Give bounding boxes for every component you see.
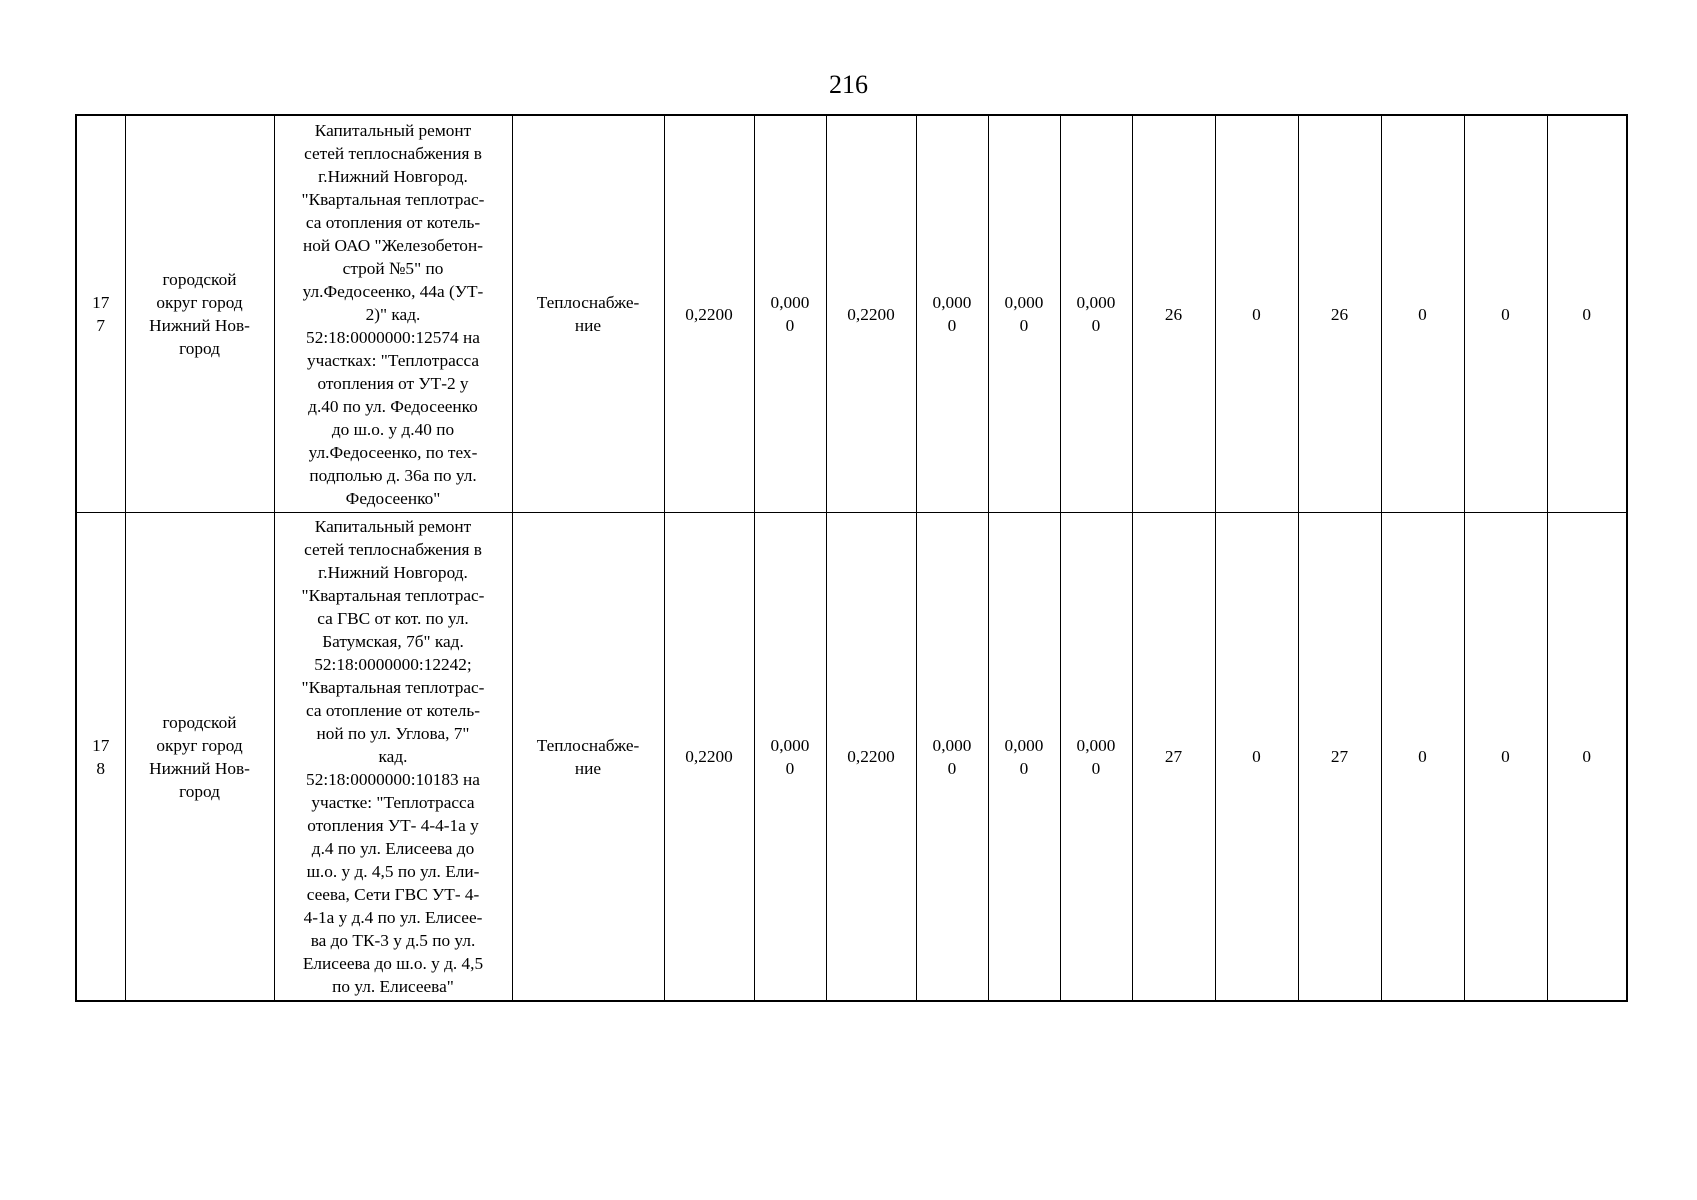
type-cell: Теплоснабже- ние [512, 115, 664, 513]
value-cell-9: 26 [1298, 115, 1381, 513]
page-number: 216 [829, 70, 868, 99]
table-row [76, 513, 1627, 1002]
value-cell-12: 0 [1547, 115, 1627, 513]
row-number: 17 8 [76, 513, 125, 1002]
value-cell-8: 0 [1215, 513, 1298, 1002]
value-cell-8: 0 [1215, 115, 1298, 513]
value-cell-5: 0,000 0 [988, 115, 1060, 513]
value-cell-3: 0,2200 [826, 513, 916, 1002]
value-cell-6: 0,000 0 [1060, 513, 1132, 1002]
municipality-cell: городской округ город Нижний Нов- город [125, 115, 274, 513]
value-cell-6: 0,000 0 [1060, 115, 1132, 513]
municipality-cell: городской округ город Нижний Нов- город [125, 513, 274, 1002]
value-cell-10: 0 [1381, 115, 1464, 513]
value-cell-2: 0,000 0 [754, 115, 826, 513]
value-cell-11: 0 [1464, 115, 1547, 513]
table-row [76, 115, 1627, 513]
value-cell-5: 0,000 0 [988, 513, 1060, 1002]
value-cell-12: 0 [1547, 513, 1627, 1002]
value-cell-11: 0 [1464, 513, 1547, 1002]
value-cell-4: 0,000 0 [916, 115, 988, 513]
value-cell-9: 27 [1298, 513, 1381, 1002]
description-cell: Капитальный ремонт сетей теплоснабжения в г.Нижний Новгород. "Квартальная теплотрас- са отопления от котель- ной ОАО "Железобетон- строй №5" по ул.Федосеенко, 44а (УТ- 2)" кад. 52:18:0000000:12574 на участках: "Теплотрасса отопления от УТ-2 у д.40 по ул. Федосеенко до ш.о. у д.40 по ул.Федосеенко, по тех- подполью д. 36а по ул. Федосеенко" [274, 115, 512, 513]
value-cell-2: 0,000 0 [754, 513, 826, 1002]
data-table [75, 114, 1628, 1002]
value-cell-1: 0,2200 [664, 513, 754, 1002]
description-cell: Капитальный ремонт сетей теплоснабжения в г.Нижний Новгород. "Квартальная теплотрас- са ГВС от кот. по ул. Батумская, 7б" кад. 52:18:0000000:12242; "Квартальная теплотрас- са отопление от котель- ной по ул. Углова, 7" кад. 52:18:0000000:10183 на участке: "Теплотрасса отопления УТ- 4-4-1а у д.4 по ул. Елисеева до ш.о. у д. 4,5 по ул. Ели- сеева, Сети ГВС УТ- 4- 4-1а у д.4 по ул. Елисее- ва до ТК-3 у д.5 по ул. Елисеева до ш.о. у д. 4,5 по ул. Елисеева" [274, 513, 512, 1002]
value-cell-3: 0,2200 [826, 115, 916, 513]
value-cell-10: 0 [1381, 513, 1464, 1002]
value-cell-1: 0,2200 [664, 115, 754, 513]
value-cell-7: 27 [1132, 513, 1215, 1002]
row-number: 17 7 [76, 115, 125, 513]
type-cell: Теплоснабже- ние [512, 513, 664, 1002]
value-cell-7: 26 [1132, 115, 1215, 513]
value-cell-4: 0,000 0 [916, 513, 988, 1002]
